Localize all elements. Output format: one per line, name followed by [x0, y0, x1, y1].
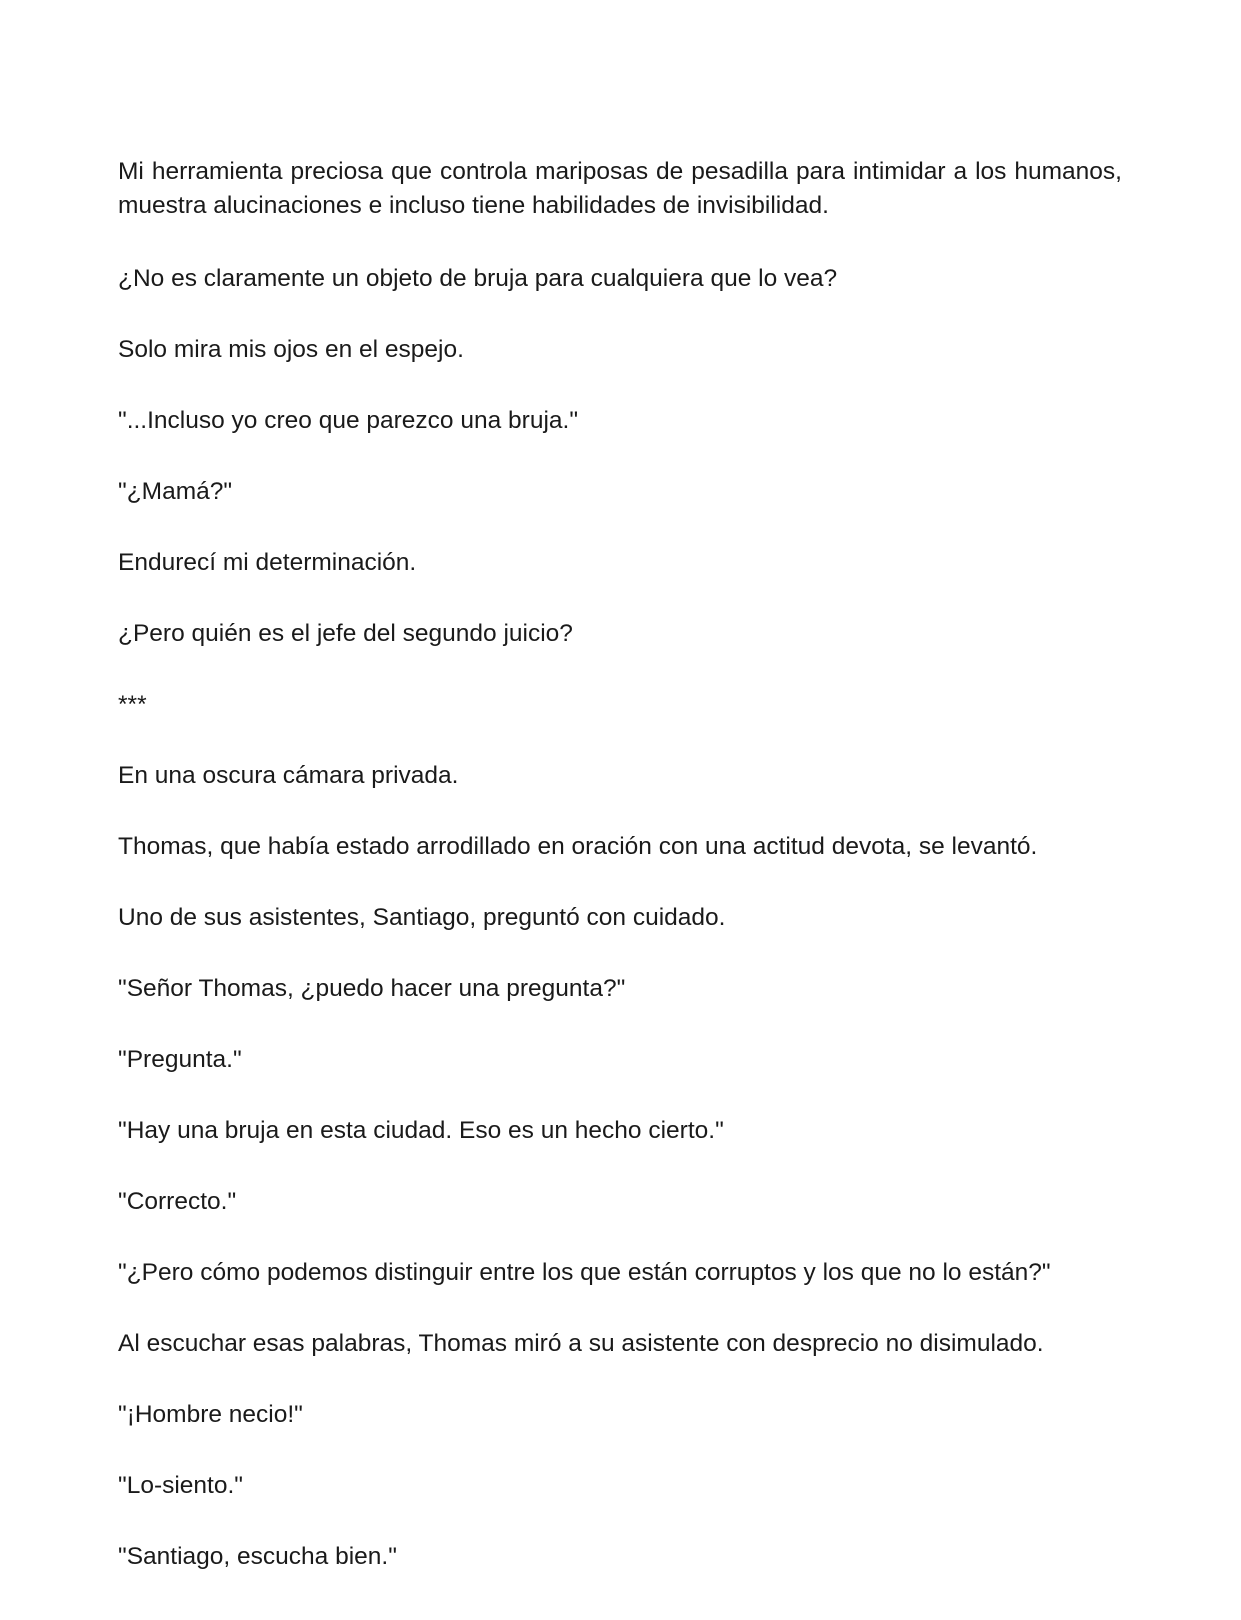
paragraph: "Señor Thomas, ¿puedo hacer una pregunta?": [118, 975, 626, 1002]
paragraph: Uno de sus asistentes, Santiago, preguntó con cuidado.: [118, 904, 726, 931]
paragraph: "...Incluso yo creo que parezco una bruja.": [118, 407, 579, 434]
paragraph: Mi herramienta preciosa que controla mariposas de pesadilla para intimidar a los humanos, muestra alucinaciones e incluso tiene habilidades de invisibilidad.: [118, 158, 1122, 219]
paragraph: Solo mira mis ojos en el espejo.: [118, 336, 464, 363]
paragraph: "Correcto.": [118, 1188, 237, 1215]
paragraph: Thomas, que había estado arrodillado en oración con una actitud devota, se levantó.: [118, 833, 1038, 860]
paragraph: "Santiago, escucha bien.": [118, 1543, 397, 1570]
paragraph: "¡Hombre necio!": [118, 1401, 303, 1428]
paragraph: ¿No es claramente un objeto de bruja para cualquiera que lo vea?: [118, 265, 838, 292]
paragraph: "Hay una bruja en esta ciudad. Eso es un hecho cierto.": [118, 1117, 724, 1144]
paragraph: "¿Pero cómo podemos distinguir entre los que están corruptos y los que no lo están?": [118, 1259, 1051, 1286]
paragraph: "Pregunta.": [118, 1046, 242, 1073]
paragraph: Endurecí mi determinación.: [118, 549, 417, 576]
paragraph: "¿Mamá?": [118, 478, 233, 505]
paragraph: ¿Pero quién es el jefe del segundo juicio?: [118, 620, 573, 647]
section-separator: ***: [118, 691, 147, 718]
paragraph: En una oscura cámara privada.: [118, 762, 459, 789]
paragraph: "Lo-siento.": [118, 1472, 243, 1499]
paragraph: Al escuchar esas palabras, Thomas miró a su asistente con desprecio no disimulado.: [118, 1330, 1044, 1357]
